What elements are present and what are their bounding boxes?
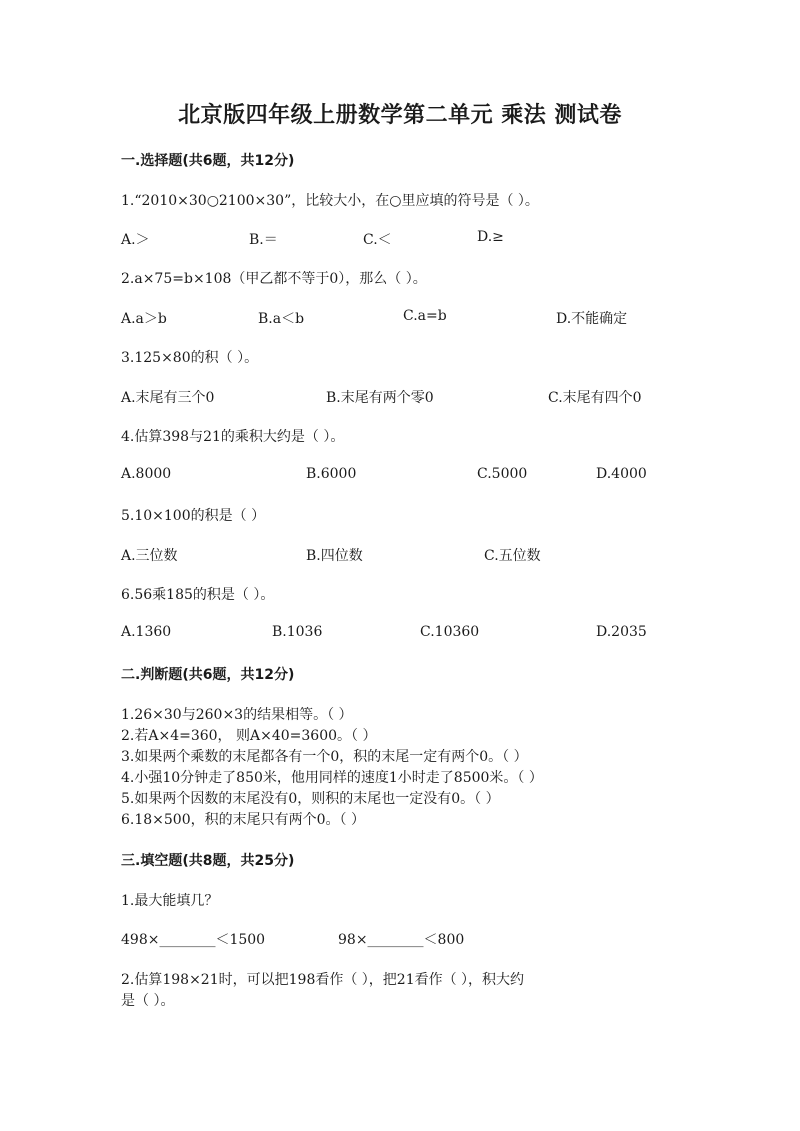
section-heading-choice: 一.选择题(共6题，共12分) (121, 153, 295, 169)
option-c: C.5000 (477, 466, 528, 482)
question-text: 1.“2010×30○2100×30”，比较大小，在○里应填的符号是（ ）。 (121, 193, 539, 209)
judgement-item: 3.如果两个乘数的末尾都各有一个0，积的末尾一定有两个0。（ ） (121, 749, 528, 765)
option-b: B.末尾有两个零0 (326, 390, 434, 406)
option-b: B.四位数 (306, 548, 363, 564)
option-d: D.4000 (596, 466, 647, 482)
option-b: B.a＜b (258, 311, 305, 327)
option-d: D.不能确定 (556, 311, 628, 327)
question-text: 4.估算398与21的乘积大约是（ ）。 (121, 429, 345, 445)
page-title: 北京版四年级上册数学第二单元 乘法 测试卷 (178, 103, 622, 128)
question-text: 6.56乘185的积是（ ）。 (121, 587, 275, 603)
option-a: A.＞ (121, 232, 150, 248)
judgement-item: 2.若A×4=360， 则A×40=3600。（ ） (121, 728, 377, 744)
question-text: 1.最大能填几？ (121, 893, 219, 909)
option-c: C.＜ (363, 232, 392, 248)
option-c: C.a=b (403, 308, 447, 324)
option-d: D.≥ (477, 229, 504, 245)
question-text: 3.125×80的积（ ）。 (121, 350, 259, 366)
option-a: A.三位数 (121, 548, 178, 564)
option-c: C.五位数 (484, 548, 541, 564)
judgement-item: 5.如果两个因数的末尾没有0，则积的末尾也一定没有0。（ ） (121, 791, 500, 807)
question-text-continuation: 是（ ）。 (121, 993, 175, 1009)
judgement-item: 6.18×500，积的末尾只有两个0。（ ） (121, 812, 365, 828)
option-a: A.1360 (121, 624, 172, 640)
question-text: 5.10×100的积是（ ） (121, 508, 266, 524)
section-heading-fill-blank: 三.填空题(共8题，共25分) (121, 853, 295, 869)
option-b: B.1036 (272, 624, 323, 640)
option-c: C.末尾有四个0 (548, 390, 642, 406)
option-a: A.8000 (121, 466, 172, 482)
option-b: B.＝ (249, 232, 278, 248)
question-text: 2.估算198×21时，可以把198看作（ ），把21看作（ ），积大约 (121, 972, 525, 988)
option-c: C.10360 (420, 624, 480, 640)
judgement-item: 4.小强10分钟走了850米，他用同样的速度1小时走了8500米。（ ） (121, 770, 543, 786)
option-d: D.2035 (596, 624, 647, 640)
option-a: A.a＞b (121, 311, 167, 327)
option-b: B.6000 (306, 466, 357, 482)
fill-blank-expression: 498×________＜1500 (121, 932, 266, 948)
section-heading-judgement: 二.判断题(共6题，共12分) (121, 667, 295, 683)
option-a: A.末尾有三个0 (121, 390, 215, 406)
judgement-item: 1.26×30与260×3的结果相等。（ ） (121, 707, 353, 723)
fill-blank-expression: 98×________＜800 (338, 932, 465, 948)
question-text: 2.a×75=b×108（甲乙都不等于0），那么（ ）。 (121, 271, 427, 287)
